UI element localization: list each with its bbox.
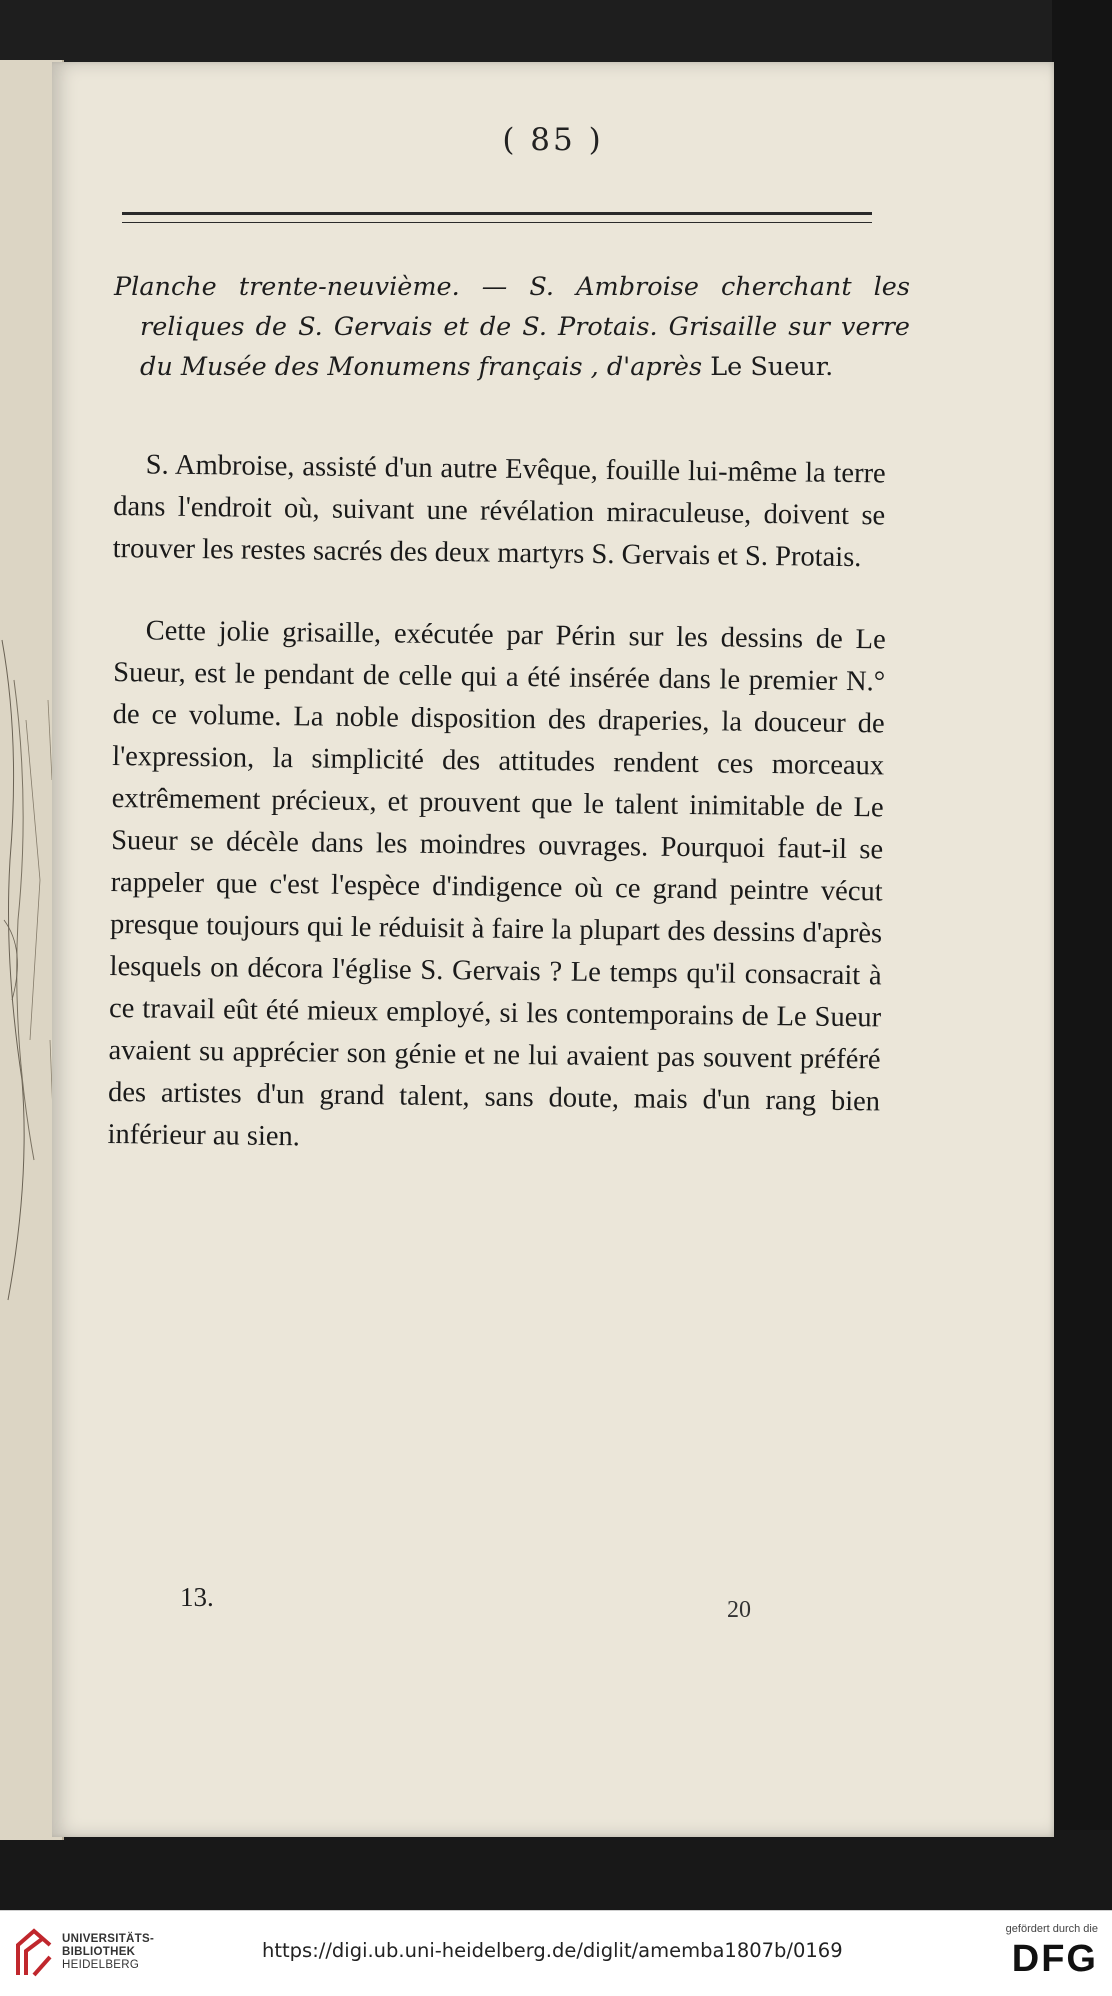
- viewer-footer: [0, 1910, 1112, 1996]
- scan-background-bottom: [0, 1830, 1112, 1910]
- page-number: ( 85 ): [502, 122, 604, 158]
- scan-background-right: [1052, 0, 1112, 1910]
- page-folio-mark: 20: [727, 1597, 751, 1623]
- book-page: [52, 62, 1054, 1837]
- university-library-name: [62, 1933, 154, 1972]
- funder-label: gefördert durch die: [1005, 1923, 1098, 1935]
- header-rule-thin: [122, 222, 872, 223]
- logo-line-1: UNIVERSITÄTS-: [62, 1933, 155, 1945]
- logo-line-2: BIBLIOTHEK: [62, 1946, 136, 1958]
- dfg-logo: DFG: [1011, 1938, 1098, 1980]
- permalink-url[interactable]: https://digi.ub.uni-heidelberg.de/diglit/amemba1807b/0169: [262, 1939, 843, 1962]
- funder-block: [948, 1923, 1098, 1981]
- signature-mark: 13.: [180, 1582, 214, 1612]
- university-library-logo-icon: [14, 1927, 56, 1979]
- paragraph-description: S. Ambroise, assisté d'un autre Evêque, fouille lui-même la terre dans l'endroit où, suivant une révélation miraculeuse, doivent se trouver les restes sacrés des deux martyrs S. Gervais et S. Protais.: [112, 449, 886, 574]
- logo-line-3: HEIDELBERG: [62, 1959, 140, 1971]
- plate-caption: [114, 267, 910, 387]
- paragraph-commentary: Cette jolie grisaille, exécutée par Périn sur les dessins de Le Sueur, est le pendant de celle qui a été insérée dans le premier N.° de ce volume. La noble disposition des draperies, la douceur de l'expression, la simplicité des attitudes rendent ces morceaux extrêmement précieux, et prouvent que le talent inimitable de Le Sueur se décèle dans les moindres ouvrages. Pourquoi faut-il se rappeler que c'est l'espèce d'indigence où ce grand peintre vécut presque toujours qui le réduisit à faire la plupart des dessins d'après lesquels on décora l'église S. Gervais ? Le temps qu'il consacrait à ce travail eût été mieux employé, si les contemporains de Le Sueur avaient su apprécier son génie et ne lui avaient pas souvent préféré des artistes d'un grand talent, sans doute, mais d'un rang bien inférieur au sien.: [107, 615, 886, 1153]
- plate-caption-text: Planche trente-neuvième. — S. Ambroise cherchant les reliques de S. Gervais et de S. Protais. Grisaille sur verre du Musée des Monumens français , d'après: [114, 272, 910, 382]
- facing-page-sketch: [0, 620, 60, 1320]
- plate-caption-author: Le Sueur.: [710, 352, 834, 382]
- header-rule-thick: [122, 212, 872, 215]
